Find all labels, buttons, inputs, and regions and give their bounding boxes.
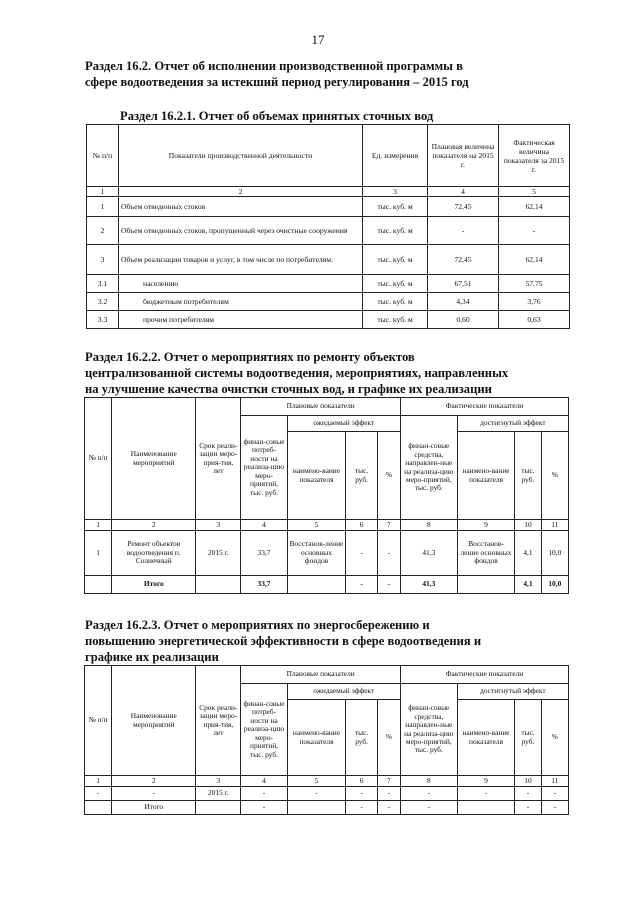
section-16-2-3-title-line3: графике их реализации bbox=[85, 650, 219, 664]
row-name: Ремонт объектов водоотведения п. Солнечный bbox=[112, 531, 196, 576]
col-num-header: № п/п bbox=[85, 666, 112, 776]
row-name: - bbox=[112, 787, 196, 801]
col-number: 5 bbox=[287, 520, 346, 531]
section-16-2-3-title bbox=[85, 617, 570, 665]
section-16-2-title-line2: сфере водоотведения за истекший период регулирования – 2015 год bbox=[85, 75, 469, 89]
row-plan: 0,60 bbox=[428, 311, 499, 329]
total-ach-pct: 10,0 bbox=[541, 576, 568, 594]
row-unit: тыс. куб. м bbox=[363, 293, 428, 311]
col-number: 5 bbox=[287, 776, 346, 787]
col-indicator-header: Показатели производственной деятельности bbox=[119, 125, 363, 187]
section-16-2-3-title-line2: повышению энергетической эффективности в сфере водоотведения и bbox=[85, 634, 482, 648]
row-num: 1 bbox=[87, 197, 119, 217]
row-num: 3 bbox=[87, 245, 119, 275]
row-effect-pct: - bbox=[377, 531, 400, 576]
ach-pct-header: % bbox=[541, 432, 568, 520]
actual-group-header: Фактические показатели bbox=[400, 398, 568, 416]
effect-name-header: наимено-вание показателя bbox=[287, 700, 346, 776]
row-unit: тыс. куб. м bbox=[363, 311, 428, 329]
effect-pct-header: % bbox=[377, 700, 400, 776]
ach-rub-header: тыс. руб. bbox=[515, 700, 541, 776]
total-effect-rub: - bbox=[346, 801, 377, 815]
table-row bbox=[87, 311, 570, 329]
table-row bbox=[85, 531, 569, 576]
row-plan: 72,45 bbox=[428, 197, 499, 217]
row-name: прочим потребителям bbox=[119, 311, 363, 329]
row-num: 2 bbox=[87, 217, 119, 245]
row-name: населению bbox=[119, 275, 363, 293]
section-16-2-2-title-line1: Раздел 16.2.2. Отчет о мероприятиях по ремонту объектов bbox=[85, 350, 415, 364]
row-fact: 57,75 bbox=[499, 275, 570, 293]
total-effect-pct: - bbox=[377, 576, 400, 594]
row-effect-rub: - bbox=[346, 531, 377, 576]
col-number: 10 bbox=[515, 520, 541, 531]
repair-measures-table bbox=[84, 397, 569, 594]
row-ach-name: - bbox=[457, 787, 515, 801]
row-unit: тыс. куб. м bbox=[363, 275, 428, 293]
row-term: 2015 г. bbox=[196, 787, 241, 801]
sewage-volume-table bbox=[86, 124, 570, 329]
total-label: Итого bbox=[112, 801, 196, 815]
row-effect-pct: - bbox=[377, 787, 400, 801]
total-row bbox=[85, 576, 569, 594]
total-effect-pct: - bbox=[377, 801, 400, 815]
column-number-row bbox=[85, 520, 569, 531]
ach-name-header: наимено-вание показателя bbox=[457, 432, 515, 520]
row-fact: 3,76 bbox=[499, 293, 570, 311]
plan-fin-header: финан-совые потреб-ности на реализа-цию меро-приятий, тыс. руб. bbox=[241, 684, 287, 776]
row-num: 3.2 bbox=[87, 293, 119, 311]
row-unit: тыс. куб. м bbox=[363, 245, 428, 275]
col-number: 3 bbox=[196, 520, 241, 531]
total-plan-fin: 33,7 bbox=[241, 576, 287, 594]
planned-group-header: Плановые показатели bbox=[241, 666, 401, 684]
section-16-2-2-title-line2: централизованной системы водоотведения, мероприятиях, направленных bbox=[85, 366, 509, 380]
plan-fin-header: финан-совые потреб-ности на реализа-цию меро-приятий, тыс. руб. bbox=[241, 416, 287, 520]
section-16-2-2-title bbox=[85, 349, 570, 397]
ach-name-header: наимено-вание показателя bbox=[457, 700, 515, 776]
col-number: 1 bbox=[85, 520, 112, 531]
effect-name-header: наимено-вание показателя bbox=[287, 432, 346, 520]
table-row bbox=[87, 293, 570, 311]
fact-fin-header: финан-совые средства, направлен-ные на реализа-цию меро-приятий, тыс. руб. bbox=[400, 416, 457, 520]
col-term-header: Срок реали-зации меро-прия-тия, лет bbox=[196, 398, 241, 520]
table-row bbox=[85, 787, 569, 801]
total-row bbox=[85, 801, 569, 815]
col-name-header: Наименование мероприятий bbox=[112, 666, 196, 776]
row-ach-name: Восстанов-ление основных фондов bbox=[457, 531, 515, 576]
col-actual-header: Фактическая величина показателя за 2015 г. bbox=[499, 125, 570, 187]
col-num-header: № п/п bbox=[85, 398, 112, 520]
col-number: 7 bbox=[377, 776, 400, 787]
row-name: Объем реализации товаров и услуг, в том числе по потребителям: bbox=[119, 245, 363, 275]
col-term-header: Срок реали-зации меро-прия-тия, лет bbox=[196, 666, 241, 776]
row-fact: 62,14 bbox=[499, 245, 570, 275]
fact-fin-header: финан-совые средства, направлен-ные на реализа-цию меро-приятий, тыс. руб. bbox=[400, 684, 457, 776]
row-fact: 0,63 bbox=[499, 311, 570, 329]
table-row bbox=[87, 275, 570, 293]
total-ach-pct: - bbox=[541, 801, 568, 815]
col-number: 4 bbox=[241, 776, 287, 787]
table-header-row bbox=[87, 125, 570, 187]
total-fact-fin: 41,3 bbox=[400, 576, 457, 594]
row-plan: 72,45 bbox=[428, 245, 499, 275]
row-unit: тыс. куб. м bbox=[363, 197, 428, 217]
effect-pct-header: % bbox=[377, 432, 400, 520]
col-number: 9 bbox=[457, 520, 515, 531]
row-num: 3.1 bbox=[87, 275, 119, 293]
section-16-2-1-title: Раздел 16.2.1. Отчет об объемах принятых сточных вод bbox=[120, 109, 434, 123]
row-ach-rub: 4,1 bbox=[515, 531, 541, 576]
col-number: 3 bbox=[363, 187, 428, 197]
row-plan: 67,51 bbox=[428, 275, 499, 293]
col-number: 2 bbox=[119, 187, 363, 197]
achieved-effect-header: достигнутый эффект bbox=[457, 684, 568, 700]
column-number-row bbox=[85, 776, 569, 787]
row-num: 3.3 bbox=[87, 311, 119, 329]
effect-rub-header: тыс. руб. bbox=[346, 432, 377, 520]
row-name: Объем отведенных стоков bbox=[119, 197, 363, 217]
row-name: Объем отведенных стоков, пропущенный через очистные сооружения bbox=[119, 217, 363, 245]
row-plan: 4,34 bbox=[428, 293, 499, 311]
row-ach-rub: - bbox=[515, 787, 541, 801]
total-plan-fin: - bbox=[241, 801, 287, 815]
col-number: 7 bbox=[377, 520, 400, 531]
ach-rub-header: тыс. руб. bbox=[515, 432, 541, 520]
row-fact: 62,14 bbox=[499, 197, 570, 217]
col-unit-header: Ед. измерения bbox=[363, 125, 428, 187]
section-16-2-title-line1: Раздел 16.2. Отчет об исполнении производственной программы в bbox=[85, 59, 463, 73]
expected-effect-header: ожидаемый эффект bbox=[287, 416, 400, 432]
achieved-effect-header: достигнутый эффект bbox=[457, 416, 568, 432]
row-effect-rub: - bbox=[346, 787, 377, 801]
column-number-row bbox=[87, 187, 570, 197]
row-num: - bbox=[85, 787, 112, 801]
row-effect-name: - bbox=[287, 787, 346, 801]
col-number: 6 bbox=[346, 520, 377, 531]
section-16-2-title bbox=[85, 58, 570, 90]
col-number: 10 bbox=[515, 776, 541, 787]
row-plan-fin: 33,7 bbox=[241, 531, 287, 576]
section-16-2-2-title-line3: на улучшение качества очистки сточных вод, и графике их реализации bbox=[85, 382, 492, 396]
expected-effect-header: ожидаемый эффект bbox=[287, 684, 400, 700]
col-number: 8 bbox=[400, 776, 457, 787]
col-number: 4 bbox=[428, 187, 499, 197]
row-name: бюджетным потребителям bbox=[119, 293, 363, 311]
row-ach-pct: 10,0 bbox=[541, 531, 568, 576]
col-number: 8 bbox=[400, 520, 457, 531]
row-unit: тыс. куб. м bbox=[363, 217, 428, 245]
actual-group-header: Фактические показатели bbox=[400, 666, 568, 684]
total-ach-rub: - bbox=[515, 801, 541, 815]
col-number: 2 bbox=[112, 520, 196, 531]
page-number: 17 bbox=[311, 32, 325, 47]
col-number: 1 bbox=[87, 187, 119, 197]
row-term: 2015 г. bbox=[196, 531, 241, 576]
row-plan-fin: - bbox=[241, 787, 287, 801]
row-plan: - bbox=[428, 217, 499, 245]
row-fact: - bbox=[499, 217, 570, 245]
col-number: 11 bbox=[541, 776, 568, 787]
col-number: 5 bbox=[499, 187, 570, 197]
effect-rub-header: тыс. руб. bbox=[346, 700, 377, 776]
energy-saving-table bbox=[84, 665, 569, 815]
row-fact-fin: - bbox=[400, 787, 457, 801]
table-row bbox=[87, 217, 570, 245]
col-number: 9 bbox=[457, 776, 515, 787]
section-16-2-3-title-line1: Раздел 16.2.3. Отчет о мероприятиях по энергосбережению и bbox=[85, 618, 430, 632]
total-label: Итого bbox=[112, 576, 196, 594]
table-row bbox=[87, 197, 570, 217]
table-row bbox=[87, 245, 570, 275]
col-name-header: Наименование мероприятий bbox=[112, 398, 196, 520]
col-number: 4 bbox=[241, 520, 287, 531]
col-number: 11 bbox=[541, 520, 568, 531]
col-number: 3 bbox=[196, 776, 241, 787]
planned-group-header: Плановые показатели bbox=[241, 398, 401, 416]
col-number: 6 bbox=[346, 776, 377, 787]
col-planned-header: Плановая величина показателя на 2015 г. bbox=[428, 125, 499, 187]
total-effect-rub: - bbox=[346, 576, 377, 594]
row-fact-fin: 41,3 bbox=[400, 531, 457, 576]
row-effect-name: Восстанов-ление основных фондов bbox=[287, 531, 346, 576]
row-num: 1 bbox=[85, 531, 112, 576]
ach-pct-header: % bbox=[541, 700, 568, 776]
col-number: 1 bbox=[85, 776, 112, 787]
col-number: 2 bbox=[112, 776, 196, 787]
row-ach-pct: - bbox=[541, 787, 568, 801]
total-ach-rub: 4,1 bbox=[515, 576, 541, 594]
col-num-header: № п/п bbox=[87, 125, 119, 187]
total-fact-fin: - bbox=[400, 801, 457, 815]
